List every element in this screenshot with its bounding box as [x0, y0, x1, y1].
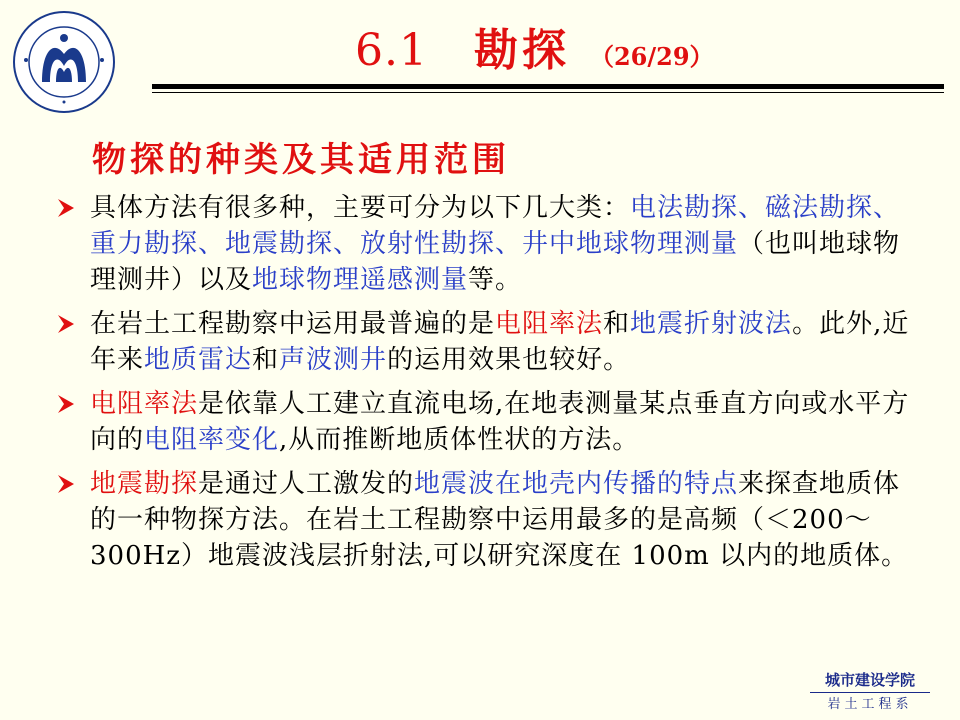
arrow-bullet-icon [54, 197, 78, 219]
bullet-text-segment: 地震折射波法 [630, 309, 793, 339]
footer-department: 岩土工程系 [810, 692, 930, 712]
bullet-item [54, 306, 916, 378]
university-logo-icon [12, 10, 116, 114]
bullet-item [54, 190, 916, 298]
bullet-item [54, 386, 916, 458]
bullet-text-segment: 的运用效果也较好。 [387, 345, 631, 375]
slide-subtitle: 物探的种类及其适用范围 [92, 140, 510, 180]
bullet-text-segment: 地质雷达 [144, 345, 253, 375]
bullet-text-segment: 在岩土工程勘察中运用最普遍的是 [90, 309, 496, 339]
bullet-text-segment: 电阻率法 [495, 309, 604, 339]
arrow-bullet-icon [54, 473, 78, 495]
footer [810, 669, 930, 712]
bullet-text-segment: 等。 [468, 265, 523, 295]
bullet-text-segment: 是依靠人工建立直流电场,在地表测量某点垂直方向或水平方向的 [90, 389, 910, 455]
bullet-text-segment: 地震勘探 [90, 469, 199, 499]
header-divider-thick [152, 84, 944, 89]
section-title: 勘探 [473, 25, 570, 76]
section-number: 6.1 [355, 25, 428, 76]
bullet-text-segment: 具体方法有很多种，主要可分为以下几大类： [90, 193, 631, 223]
bullet-text-segment: 电法勘探、磁法勘探、重力勘探、地震勘探、放射性勘探、井中地球物理测量 [90, 193, 901, 259]
arrow-bullet-icon [54, 393, 78, 415]
bullet-text-segment: 声波测井 [279, 345, 388, 375]
slide-title [355, 14, 714, 74]
bullet-text-segment: 是通过人工激发的 [198, 469, 415, 499]
bullet-text-segment: （也叫地球物理测井）以及 [90, 229, 901, 295]
header-divider-thin [152, 92, 944, 93]
bullet-text-segment: 地震波在地壳内传播的特点 [414, 469, 739, 499]
page-count: （26/29） [589, 42, 714, 71]
bullet-text-segment: 地球物理遥感测量 [252, 265, 469, 295]
bullet-text-segment: 和 [252, 345, 280, 375]
bullet-text-segment: 和 [603, 309, 631, 339]
bullet-text-segment: 。此外,近年来 [90, 309, 910, 375]
bullet-text-segment: 电阻率法 [90, 389, 199, 419]
bullet-item [54, 466, 916, 574]
bullet-list [54, 190, 916, 582]
bullet-text-segment: ,从而推断地质体性状的方法。 [279, 425, 640, 455]
footer-institution: 城市建设学院 [824, 671, 915, 689]
arrow-bullet-icon [54, 313, 78, 335]
bullet-text-segment: 电阻率变化 [144, 425, 280, 455]
bullet-text-segment: 来探查地质体的一种物探方法。在岩土工程勘察中运用最多的是高频（＜200～300Hz）地震波浅层折射法,可以研究深度在 100m 以内的地质体。 [90, 469, 909, 571]
